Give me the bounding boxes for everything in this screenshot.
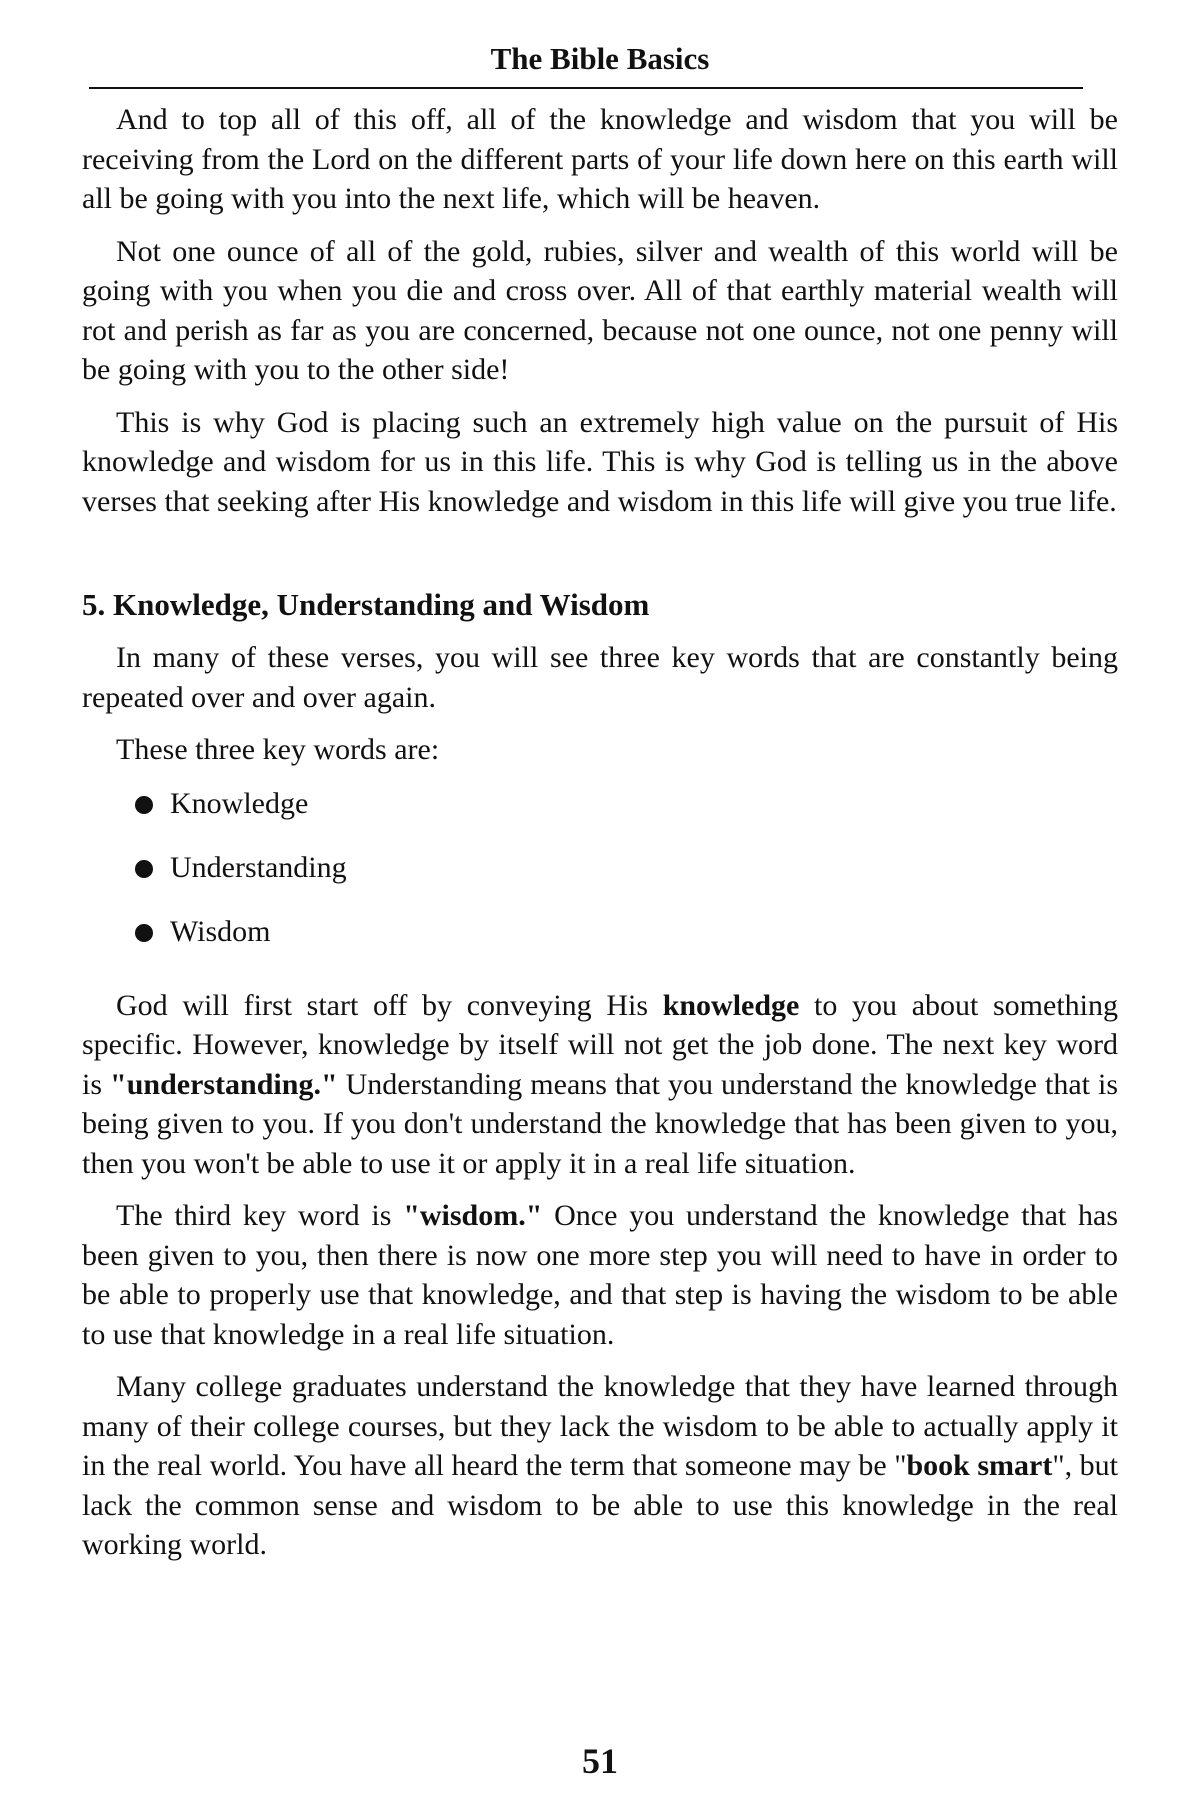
- bold-term-understanding: "understanding.": [110, 1067, 338, 1101]
- paragraph-intro: In many of these verses, you will see three key words that are constantly being repeated over and over again.: [82, 641, 1118, 714]
- list-item-label: Knowledge: [170, 786, 309, 820]
- text-run: Understanding means that you understand the knowledge that is being given to you. If you don't understand the knowledge that has been given to you, then you won't be able to use it or apply it in a real life situation.: [82, 1067, 1118, 1180]
- list-item: [82, 848, 1118, 912]
- bold-term-wisdom: "wisdom.": [403, 1199, 543, 1232]
- list-item: [82, 912, 1118, 976]
- text-run: The third key word is: [116, 1199, 404, 1232]
- text-run: Many college graduates understand the knowledge that they have learned through many of their college courses, but they lack the wisdom to be able to actually apply it in the real world. You have all heard the term that someone may be ": [82, 1370, 1118, 1482]
- key-words-list: [82, 784, 1118, 976]
- list-item: [82, 784, 1118, 848]
- text-run: God will first start off by conveying His: [116, 988, 663, 1022]
- list-item-label: Understanding: [170, 850, 347, 884]
- page-body: [82, 100, 1118, 1578]
- bullet-icon: [135, 860, 153, 878]
- paragraph-list-intro: These three key words are:: [116, 733, 440, 766]
- running-header: The Bible Basics: [490, 41, 710, 76]
- section-heading: 5. Knowledge, Understanding and Wisdom: [82, 587, 650, 622]
- paragraph-college: [82, 1367, 1118, 1565]
- paragraph-knowledge: [82, 986, 1118, 1184]
- paragraph-wealth: Not one ounce of all of the gold, rubies, silver and wealth of this world will be going with you when you die and cross over. All of that earthly material wealth will rot and perish as far as you are concerned, because not one ounce, not one penny will be going with you to the other side!: [82, 234, 1118, 386]
- text-run: Once you understand the knowledge that has been given to you, then there is now one more step you will need to have in order to be able to properly use that knowledge, and that step is having the wisdom to be able to use that knowledge in a real life situation.: [82, 1199, 1119, 1351]
- paragraph-heaven: And to top all of this off, all of the knowledge and wisdom that you will be receiving from the Lord on the different parts of your life down here on this earth will all be going with you into the next life, which will be heaven.: [82, 103, 1118, 215]
- header-rule: [89, 87, 1083, 89]
- bold-term-book-smart: book smart: [906, 1449, 1053, 1482]
- paragraph-value: This is why God is placing such an extremely high value on the pursuit of His knowledge and wisdom for us in this life. This is why God is telling us in the above verses that seeking after His knowledge and wisdom in this life will give you true life.: [82, 405, 1118, 518]
- paragraph-wisdom: [82, 1196, 1118, 1354]
- text-run: to you about something specific. However, knowledge by itself will not get the job done. The next key word is: [82, 988, 1119, 1101]
- bullet-icon: [135, 796, 153, 814]
- list-item-label: Wisdom: [170, 914, 271, 948]
- page-number: 51: [582, 1741, 618, 1781]
- bold-term-knowledge: knowledge: [662, 988, 800, 1022]
- bullet-icon: [135, 924, 153, 942]
- text-run: ", but lack the common sense and wisdom to be able to use this knowledge in the real working world.: [82, 1449, 1118, 1561]
